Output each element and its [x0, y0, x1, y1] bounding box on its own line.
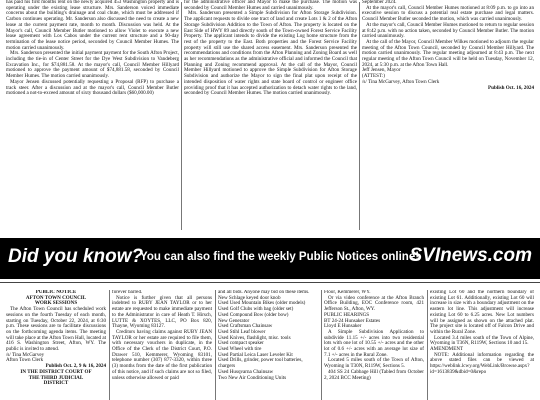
column-divider [321, 290, 322, 400]
hearing-item: BT 24-24 Hunsaker Estates [324, 317, 381, 324]
banner-did-you-know: Did you know? [8, 246, 144, 267]
column-divider [109, 290, 110, 400]
column-divider [359, 2, 360, 230]
publish-date: Publish Oct. 2, 9 & 16, 2024 [45, 363, 106, 370]
notice-column-2 [112, 290, 212, 400]
notice-body: Or via video conference at the Afton Branch Office Building, EOC Conference room, 421 Jefferson St., Afton, WY. [324, 294, 424, 313]
notice-heading: AMENDMENT [430, 346, 464, 353]
column-divider [215, 290, 216, 400]
banner-message: You can also find the weekly Public Notices online! [140, 251, 420, 263]
minutes-paragraph: Mrs. Sanderson presented a Simple Subdivision for Afton Storage Subdivision. The applicant requests to divide one tract of land and create Lots 1 & 2 of the Afton Storage Subdivision Addition to the Town of Afton. The property is located on the East Side of HWY 89 and directly south of the Town-owned Forest Service Facility Property. The applicant intends to divide the existing Log home structure from the rest of the property to the East. Both properties and the Forest Service Facility property will still use the shared access easement. Mrs. Sanderson presented the recommendations and conditions from the Afton Planning and Zoning Board as well as her recommendations as the administrative official and informed the Council that Planning and Zoning recommend approval. At the call of the Mayor, Council Member Hillyard motioned to approve the Simple Subdivision for Afton Storage Subdivision and authorize the Mayor to sign the final plat upon receipt of the intended disposition of water rights and state board of control or engineer office providing proof that it has accepted authorization to detach water rights to the land, seconded by Council Member Humes. The motion carried unanimously. [184, 10, 357, 97]
publish-date: Publish Oct. 16, 2024 [488, 84, 534, 91]
minutes-paragraph: At the mayor's call, Council Member Humes motioned at 8:09 p.m. to go into an executive session to discuss a potential real estate purchase and legal matters. Council Member Butler seconded the motion, which was carried unanimously. [362, 4, 534, 23]
notice-heading: THE THIRD JUDICIAL [28, 374, 84, 381]
list-item: New Generator [218, 317, 250, 324]
notice-body: Located 3.4 miles south of the Town of Alpine, Wyoming in T36N, R119W, Sections 10 and 15. [430, 334, 534, 347]
minutes-paragraph: At the mayor's call, Council Member Humes motioned to return to regular session at 8:42 p.m. with no action taken, seconded by Council Member Butler. The motion carried unanimously. [362, 21, 534, 40]
list-item: Used Wheel with tire [218, 346, 262, 353]
notice-body: NOTE: Additional information regarding the above stated files can be viewed at https://weblink.lcwy.org/WebLink/Browse.aspx?id=1613839&dbid=0&repo [430, 351, 534, 375]
list-item: Used compact speaker [218, 340, 264, 347]
notice-body: 404 SS 24 Cabbage Hill (Tabled from October 2, 2024 BCC Meeting) [324, 368, 424, 381]
notice-body: The Afton Town Council has scheduled work sessions on the fourth Tuesday of each month, starting on Tuesday, October 22, 2024, at 6:30 p.m. These sessions are to facilitate discussions on the forthcoming agenda items. The meeting will take place at the Afton Town Hall, located at 416 S. Washington Street, Afton, WY. The public is invited to attend. [6, 306, 106, 353]
notice-heading: DISTRICT [43, 380, 69, 387]
notice-body: existing Lot 60 and the northern boundary of existing Lot 61. Additionally, existing Lot 60 will increase in size with a boundary adjustment on the eastern lot line. This adjustment will increase existing Lot 60 to 6.25 acres. New Lot numbers will be assigned as shown on the attached plat. The project site is located off of Falcon Drive and within the Rural Zone. [430, 290, 534, 335]
hearing-applicant: Lloyd E Hunsaker [324, 323, 362, 330]
notice-heading: PUBLIC NOTICE [35, 290, 77, 295]
minutes-paragraph: for the administrative officer and Mayor to make the purchase. The motion was seconded by Council Member Humes and carried unanimously. [184, 0, 357, 11]
minutes-paragraph: Mayor Jensen discussed potentially requesting a Proposal (RFP) to purchase a track steer. After a discussion and at the mayor's call, Council Member Butler motioned a not-to-exceed amount of sixty thousand dollars ($60,000.00) [6, 78, 179, 97]
list-item: Used Craftsman Chainsaw [218, 323, 273, 330]
list-item: New Schlage keyed door knob [218, 294, 281, 301]
signature-line: /s/ Tina McGarvey, Afton Town Clerk [362, 78, 440, 85]
notice-body: Notice is further given that all persons indebted to RUBY JEAN TAYLOR or to her estate are requested to make immediate payment to the Administrator in care of Heath T. Hirsch, LUTTE & XOYTES, LLC, PO Box 820, Thayne, Wyoming 83127. [112, 294, 212, 330]
list-item: Used Used Mountain Bikes (older models) [218, 300, 306, 307]
list-item: Two New Air Conditioning Units [218, 374, 287, 381]
notice-column-3 [218, 290, 318, 400]
list-item: Used Compound Bow (older bow) [218, 311, 289, 318]
notice-heading: WORK SESSIONS [34, 300, 78, 307]
minutes-column-1 [6, 0, 179, 232]
notice-heading: AFTON TOWN COUNCIL [25, 294, 87, 301]
list-item: Used Drills, grinder, power tool batteries, chargers [218, 357, 303, 370]
notice-body: Located 5 miles south of the Town of Afton, Wyoming in T30N, R119W, Sections 5. [324, 357, 424, 370]
signature-line: (ATTEST:) [362, 73, 385, 80]
notice-column-5 [430, 290, 534, 400]
notice-body: A Simple Subdivision Application to subdivide 11.15 +/- acres into two residential lots with one lot of 10.55 +/- acres and the other lot of 0.6 +/- acres with an average lot size of 7.1 +/- acres in the Rural Zone. [324, 328, 424, 358]
notice-body: forever barred. [112, 290, 143, 295]
list-item: Used Golf Clubs with bag (older set) [218, 306, 294, 313]
minutes-paragraph: has paid his first months rent on the newly acquired 453 Washington property and is operating under the existing lease structure. Mrs. Sanderson voiced immediate concerns about the building's drainage and coal chute, which must be addressed if Carbon continues operating. Mr. Sanderson also discussed the need to create a new lease at the current payment rate, month to month. Discussion was held. At the Mayor's call, Council Member Butler motioned to allow Violet to execute a new lease agreement with Los Cabos under the current rent structure and a 90-day termination of the lease notice period, seconded by Council Member Humes. The motion carried unanimously. [6, 0, 179, 51]
notice-heading: IN THE DISTRICT COURT OF [20, 368, 92, 375]
list-item: Used Stihl Leaf blower [218, 328, 266, 335]
list-item: Used Partial Leica Laser Leveler Kit [218, 351, 293, 358]
signature-line: Jeff Jensen, Mayor [362, 67, 401, 74]
notice-column-4 [324, 290, 424, 400]
column-divider [427, 290, 428, 400]
notice-body: and all bids. Anyone may bid on these items. [218, 290, 310, 295]
notice-body: Floor, Kemmerer, WY. [324, 290, 371, 295]
signature-line: /s/ Tina McGarvey [6, 351, 45, 358]
minutes-column-3 [362, 0, 534, 232]
minutes-paragraph: At the call of the Mayor, Council Member Wilkes motioned to adjourn the regular meeting of the Afton Town Council, seconded by Council Member Hillyard. The motion carried unanimously. The regular meeting adjourned at 8:43 p.m. The next regular meeting of the Afton Town Council will be held on Tuesday, November 12, 2024, at 5:30 p.m. at the Afton Town Hall. [362, 38, 534, 68]
minutes-column-2 [184, 0, 357, 232]
column-divider [181, 2, 182, 230]
minutes-paragraph: September 2024. [362, 0, 397, 5]
notice-body: Creditors having claims against RUBY JEAN TAYLOR or her estate are required to file them, with necessary vouchers in duplicate, in the Office of the Clerk of the District Court, P.O. Drawer 510, Kemmerer, Wyoming 83101, telephone number (307) 877-3320, within three (3) months from the date of the first publication of this notice, and if such claims are not so filed, unless otherwise allowed or paid [112, 328, 212, 381]
banner-site-name: SVInews.com [409, 245, 532, 266]
minutes-paragraph: Mrs. Sanderson presented the initial payment payment for the South Afton Project, including the tie-in of Center Street for the Dye West Subdivision to Vandeberg Excavation Inc., for $74,881.58. At the mayor's call, Council Member Hillyard motioned to approve the payment amount of $74,881.58, seconded by Council Member Humes. The motion carried unanimously. [6, 50, 179, 80]
signature-line: Afton Town Clerk [6, 357, 44, 364]
notice-heading: PUBLIC HEARINGS [324, 311, 370, 318]
public-notices-banner [0, 238, 540, 279]
list-item: Used Husqvarna Chainsaw [218, 368, 274, 375]
list-item: Used Knives, flashlight, misc. tools [218, 334, 291, 341]
section-divider [0, 282, 540, 283]
notice-column-1 [6, 290, 106, 400]
